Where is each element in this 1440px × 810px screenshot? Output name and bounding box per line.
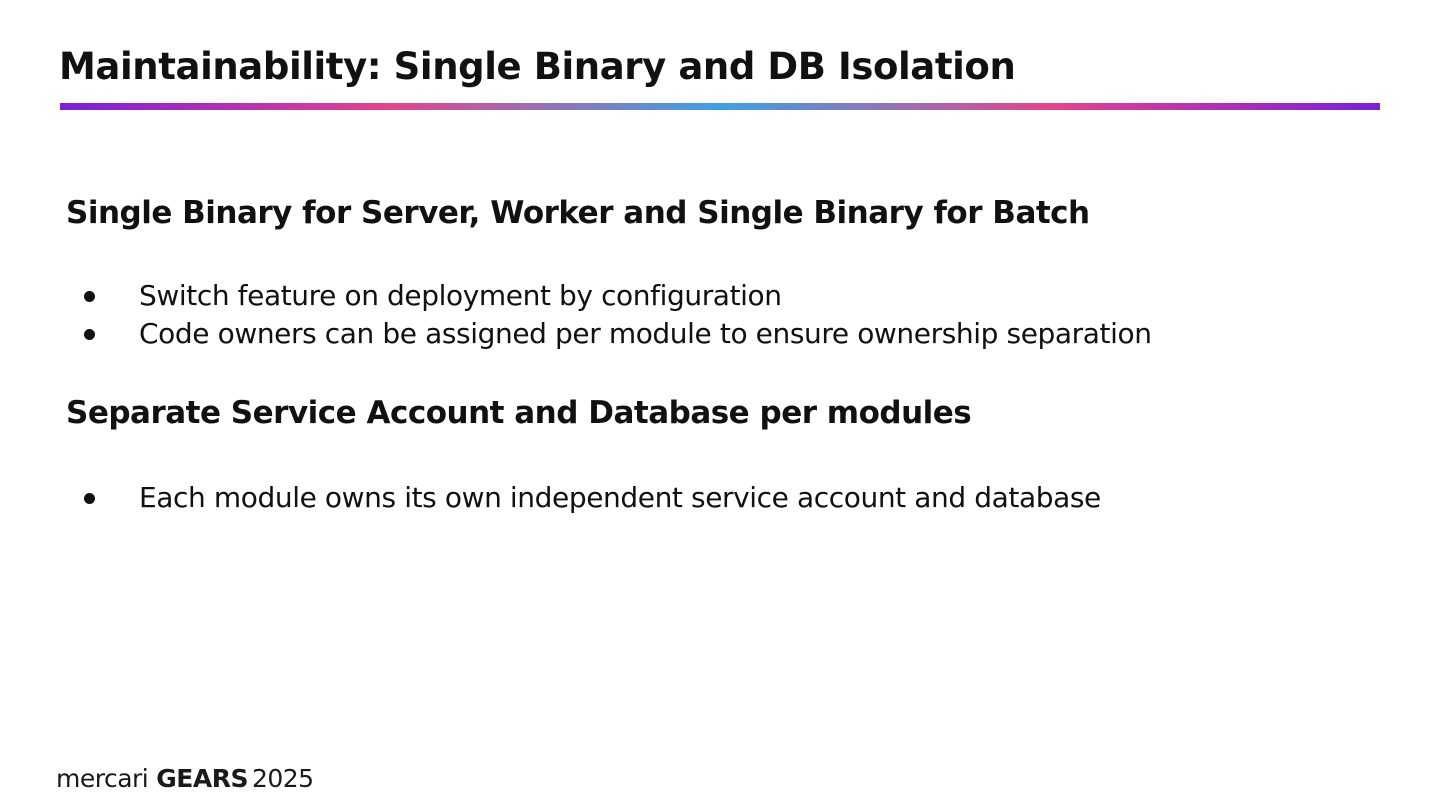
section-heading-separate-accounts: Separate Service Account and Database per modules: [66, 395, 972, 431]
bullet-text: Switch feature on deployment by configuration: [139, 279, 782, 312]
slide-title: Maintainability: Single Binary and DB Isolation: [59, 45, 1016, 88]
bullet-text: Code owners can be assigned per module to ensure ownership separation: [139, 317, 1152, 350]
section-heading-single-binary: Single Binary for Server, Worker and Single Binary for Batch: [66, 195, 1090, 231]
logo-event: GEARS: [156, 764, 248, 793]
bullet-dot-icon: [84, 291, 95, 302]
bullet-text: Each module owns its own independent service account and database: [139, 481, 1101, 514]
title-gradient-rule: [60, 103, 1380, 110]
bullet-dot-icon: [84, 493, 95, 504]
mercari-gears-logo: [56, 762, 314, 796]
logo-year: 2025: [251, 764, 314, 793]
bullet-dot-icon: [84, 329, 95, 340]
logo-brand: mercari: [56, 764, 149, 793]
